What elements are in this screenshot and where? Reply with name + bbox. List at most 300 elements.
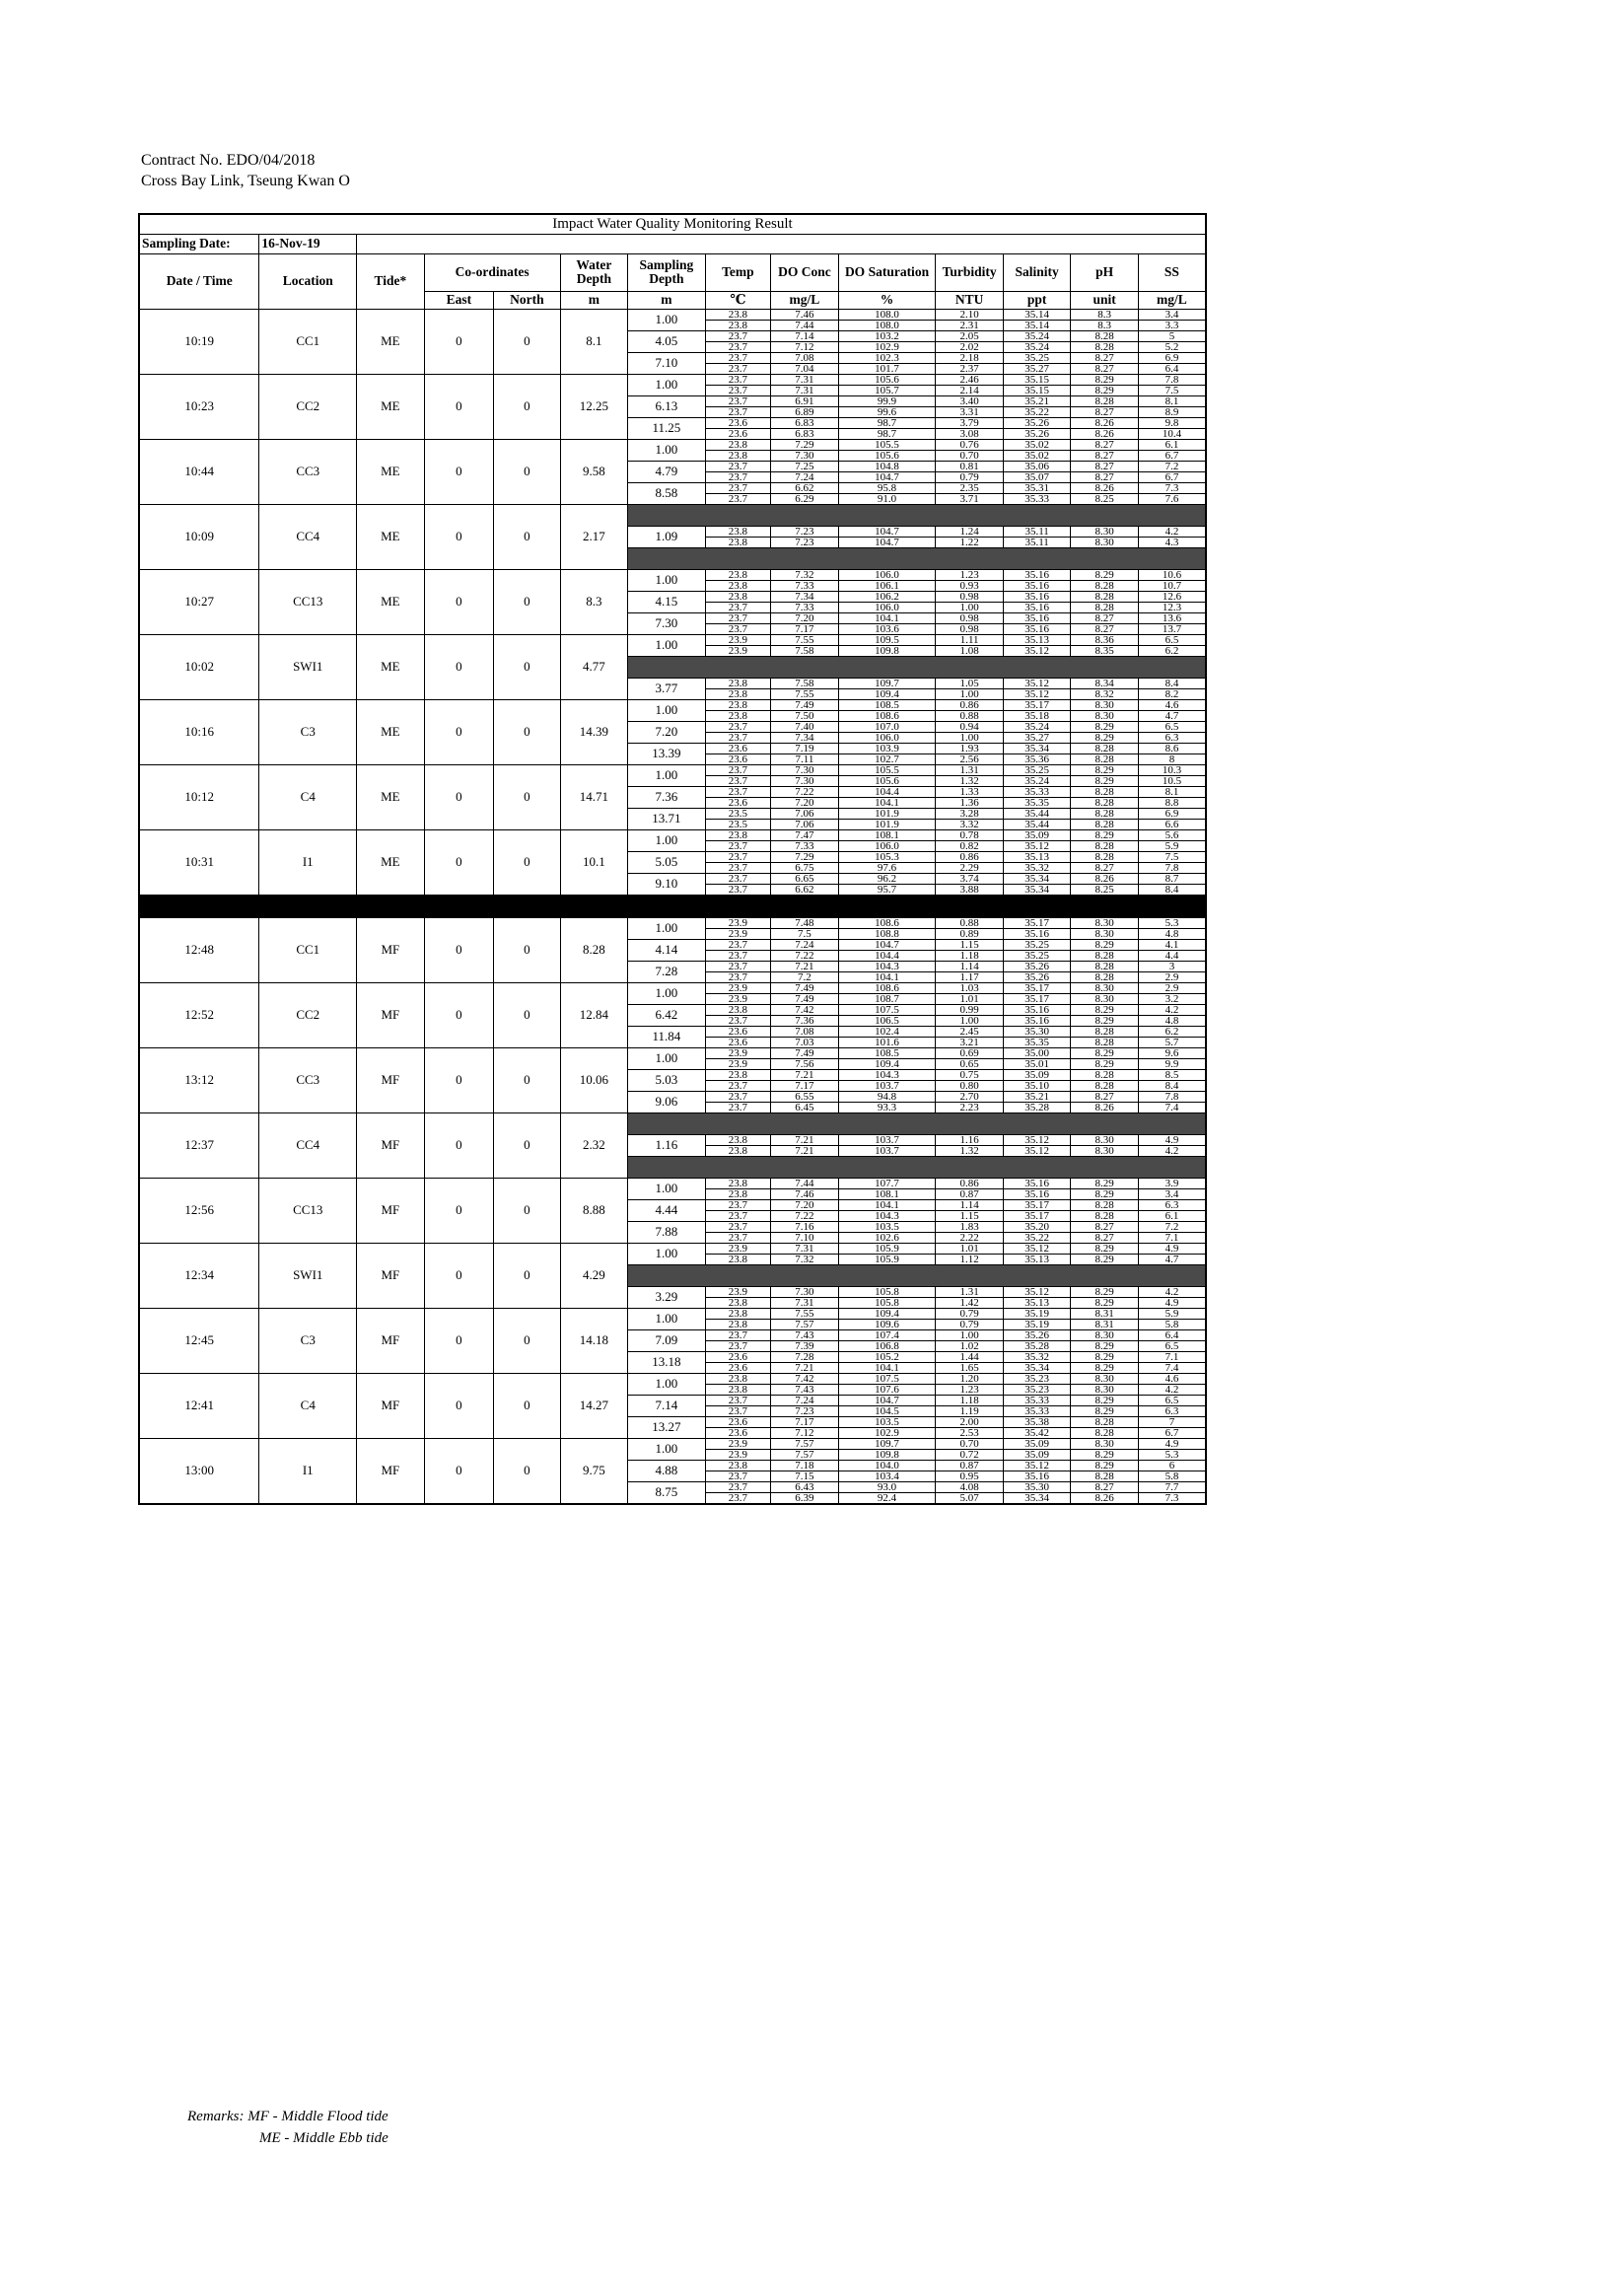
cell-salinity: 35.38 xyxy=(1003,1416,1071,1427)
cell-do-saturation: 109.4 xyxy=(838,1058,936,1069)
station-location: CC3 xyxy=(259,1047,357,1112)
cell-turbidity: 2.37 xyxy=(936,363,1004,374)
cell-ss: 5.7 xyxy=(1138,1037,1206,1047)
sampling-depth: 1.00 xyxy=(628,1308,706,1329)
table-title: Impact Water Quality Monitoring Result xyxy=(139,214,1206,234)
cell-do-saturation: 108.5 xyxy=(838,699,936,710)
station-east: 0 xyxy=(424,504,494,569)
cell-do-conc: 7.22 xyxy=(771,1210,839,1221)
cell-temp: 23.6 xyxy=(705,1351,770,1362)
cell-salinity: 35.15 xyxy=(1003,385,1071,395)
sampling-depth: 8.58 xyxy=(628,482,706,504)
cell-turbidity: 0.72 xyxy=(936,1449,1004,1460)
table-row xyxy=(139,504,1206,515)
cell-turbidity: 0.79 xyxy=(936,471,1004,482)
station-time: 13:12 xyxy=(139,1047,259,1112)
station-tide: MF xyxy=(357,1112,425,1178)
cell-ph: 8.27 xyxy=(1071,450,1139,461)
station-east: 0 xyxy=(424,569,494,634)
cell-do-conc: 7.10 xyxy=(771,1232,839,1243)
cell-temp: 23.8 xyxy=(705,309,770,320)
cell-do-conc: 7.24 xyxy=(771,1395,839,1405)
cell-temp: 23.8 xyxy=(705,1308,770,1319)
station-north: 0 xyxy=(494,1047,560,1112)
cell-temp: 23.7 xyxy=(705,950,770,961)
cell-ss: 2.9 xyxy=(1138,971,1206,982)
cell-do-conc: 7.06 xyxy=(771,819,839,829)
cell-do-conc: 7.17 xyxy=(771,623,839,634)
cell-salinity: 35.28 xyxy=(1003,1102,1071,1112)
cell-ph: 8.27 xyxy=(1071,612,1139,623)
cell-temp: 23.6 xyxy=(705,1427,770,1438)
cell-temp: 23.7 xyxy=(705,1471,770,1481)
cell-ss: 6.4 xyxy=(1138,363,1206,374)
cell-ph: 8.28 xyxy=(1071,1080,1139,1091)
cell-ph: 8.28 xyxy=(1071,580,1139,591)
cell-turbidity: 0.98 xyxy=(936,591,1004,602)
cell-ss: 7.1 xyxy=(1138,1351,1206,1362)
cell-ss: 4.2 xyxy=(1138,526,1206,537)
cell-do-conc: 6.62 xyxy=(771,884,839,895)
cell-turbidity: 3.71 xyxy=(936,493,1004,504)
cell-turbidity: 1.01 xyxy=(936,993,1004,1004)
cell-do-conc: 7.28 xyxy=(771,1351,839,1362)
cell-turbidity: 3.74 xyxy=(936,873,1004,884)
cell-do-conc: 7.57 xyxy=(771,1438,839,1449)
cell-ss: 4.8 xyxy=(1138,1015,1206,1026)
station-east: 0 xyxy=(424,1373,494,1438)
unit-east: East xyxy=(424,291,494,309)
sampling-depth: 4.79 xyxy=(628,461,706,482)
cell-temp: 23.9 xyxy=(705,1449,770,1460)
cell-temp: 23.7 xyxy=(705,330,770,341)
sampling-depth: 1.00 xyxy=(628,917,706,939)
tide-separator-bar xyxy=(139,895,1206,917)
cell-turbidity: 2.18 xyxy=(936,352,1004,363)
cell-do-saturation: 104.7 xyxy=(838,1395,936,1405)
cell-salinity: 35.09 xyxy=(1003,1069,1071,1080)
cell-do-saturation: 105.8 xyxy=(838,1286,936,1297)
cell-ss: 6.5 xyxy=(1138,634,1206,645)
cell-ph: 8.27 xyxy=(1071,363,1139,374)
cell-do-saturation: 108.0 xyxy=(838,309,936,320)
cell-do-saturation: 101.9 xyxy=(838,819,936,829)
cell-ss: 6.5 xyxy=(1138,721,1206,732)
cell-ss: 4.7 xyxy=(1138,1254,1206,1264)
unit-ss: mg/L xyxy=(1138,291,1206,309)
cell-turbidity: 1.65 xyxy=(936,1362,1004,1373)
cell-ss: 6.9 xyxy=(1138,352,1206,363)
cell-ph: 8.28 xyxy=(1071,1427,1139,1438)
sampling-depth: 7.88 xyxy=(628,1221,706,1243)
cell-ph: 8.28 xyxy=(1071,1199,1139,1210)
cell-turbidity: 0.79 xyxy=(936,1319,1004,1329)
cell-ss: 4.4 xyxy=(1138,950,1206,961)
cell-ph: 8.29 xyxy=(1071,1286,1139,1297)
station-north: 0 xyxy=(494,439,560,504)
cell-ph: 8.28 xyxy=(1071,971,1139,982)
cell-ss: 9.6 xyxy=(1138,1047,1206,1058)
unit-north: North xyxy=(494,291,560,309)
station-tide: ME xyxy=(357,634,425,699)
cell-do-saturation: 98.7 xyxy=(838,428,936,439)
cell-ss: 4.9 xyxy=(1138,1243,1206,1254)
station-east: 0 xyxy=(424,829,494,895)
cell-do-conc: 7.15 xyxy=(771,1471,839,1481)
cell-temp: 23.7 xyxy=(705,1481,770,1492)
cell-ph: 8.29 xyxy=(1071,1362,1139,1373)
cell-temp: 23.8 xyxy=(705,1134,770,1145)
cell-temp: 23.8 xyxy=(705,580,770,591)
cell-turbidity: 2.05 xyxy=(936,330,1004,341)
cell-turbidity: 0.75 xyxy=(936,1069,1004,1080)
cell-salinity: 35.12 xyxy=(1003,1145,1071,1156)
cell-do-saturation: 106.0 xyxy=(838,732,936,743)
cell-temp: 23.8 xyxy=(705,1319,770,1329)
cell-ph: 8.27 xyxy=(1071,1481,1139,1492)
cell-do-saturation: 93.0 xyxy=(838,1481,936,1492)
cell-turbidity: 5.07 xyxy=(936,1492,1004,1504)
cell-ph: 8.28 xyxy=(1071,819,1139,829)
cell-do-saturation: 96.2 xyxy=(838,873,936,884)
cell-temp: 23.8 xyxy=(705,1254,770,1264)
cell-ss: 4.6 xyxy=(1138,699,1206,710)
cell-ph: 8.29 xyxy=(1071,1004,1139,1015)
cell-turbidity: 0.99 xyxy=(936,1004,1004,1015)
cell-salinity: 35.19 xyxy=(1003,1319,1071,1329)
cell-ss: 8.4 xyxy=(1138,1080,1206,1091)
cell-salinity: 35.12 xyxy=(1003,645,1071,656)
cell-salinity: 35.19 xyxy=(1003,1308,1071,1319)
cell-ss: 10.6 xyxy=(1138,569,1206,580)
col-header-sampling-depth: Sampling Depth xyxy=(628,253,706,291)
cell-salinity: 35.12 xyxy=(1003,688,1071,699)
cell-temp: 23.9 xyxy=(705,917,770,928)
cell-ph: 8.26 xyxy=(1071,1492,1139,1504)
sampling-depth: 4.15 xyxy=(628,591,706,612)
cell-temp: 23.9 xyxy=(705,1243,770,1254)
table-row xyxy=(139,917,1206,928)
cell-ss: 8.4 xyxy=(1138,678,1206,688)
cell-turbidity: 1.19 xyxy=(936,1405,1004,1416)
cell-do-conc: 6.29 xyxy=(771,493,839,504)
cell-do-saturation: 105.6 xyxy=(838,450,936,461)
cell-ph: 8.30 xyxy=(1071,1438,1139,1449)
cell-do-conc: 7.30 xyxy=(771,1286,839,1297)
cell-ph: 8.31 xyxy=(1071,1319,1139,1329)
station-location: CC2 xyxy=(259,374,357,439)
cell-do-conc: 7.11 xyxy=(771,753,839,764)
sampling-depth: 13.18 xyxy=(628,1351,706,1373)
cell-ss: 6.5 xyxy=(1138,1340,1206,1351)
cell-turbidity: 2.45 xyxy=(936,1026,1004,1037)
station-location: C3 xyxy=(259,699,357,764)
cell-temp: 23.7 xyxy=(705,1405,770,1416)
cell-salinity: 35.17 xyxy=(1003,917,1071,928)
cell-temp: 23.7 xyxy=(705,884,770,895)
cell-ph: 8.29 xyxy=(1071,1015,1139,1026)
cell-do-saturation: 108.5 xyxy=(838,1047,936,1058)
cell-ss: 4.7 xyxy=(1138,710,1206,721)
station-tide: ME xyxy=(357,309,425,374)
cell-ss: 8 xyxy=(1138,753,1206,764)
cell-ss: 6.1 xyxy=(1138,1210,1206,1221)
cell-ss: 4.2 xyxy=(1138,1384,1206,1395)
station-location: CC2 xyxy=(259,982,357,1047)
cell-do-conc: 6.43 xyxy=(771,1481,839,1492)
sampling-depth: 5.03 xyxy=(628,1069,706,1091)
cell-do-saturation: 101.6 xyxy=(838,1037,936,1047)
cell-ss: 8.1 xyxy=(1138,395,1206,406)
cell-do-conc: 7.20 xyxy=(771,1199,839,1210)
unit-turbidity: NTU xyxy=(936,291,1004,309)
cell-ph: 8.29 xyxy=(1071,1254,1139,1264)
unit-water-depth: m xyxy=(560,291,628,309)
cell-ss: 3.3 xyxy=(1138,320,1206,330)
cell-do-saturation: 104.7 xyxy=(838,939,936,950)
unit-do-saturation: % xyxy=(838,291,936,309)
cell-do-saturation: 102.9 xyxy=(838,341,936,352)
cell-ph: 8.27 xyxy=(1071,1221,1139,1232)
cell-temp: 23.7 xyxy=(705,1015,770,1026)
cell-ss: 6.6 xyxy=(1138,819,1206,829)
station-water-depth: 2.17 xyxy=(560,504,628,569)
cell-turbidity: 2.31 xyxy=(936,320,1004,330)
sampling-depth: 1.09 xyxy=(628,526,706,547)
cell-ph: 8.27 xyxy=(1071,461,1139,471)
cell-ss: 2.9 xyxy=(1138,982,1206,993)
station-tide: ME xyxy=(357,569,425,634)
cell-ph: 8.28 xyxy=(1071,786,1139,797)
cell-turbidity: 1.00 xyxy=(936,602,1004,612)
cell-do-conc: 6.55 xyxy=(771,1091,839,1102)
cell-ph: 8.29 xyxy=(1071,374,1139,385)
cell-do-conc: 7.43 xyxy=(771,1329,839,1340)
cell-do-saturation: 108.8 xyxy=(838,928,936,939)
cell-do-saturation: 101.9 xyxy=(838,808,936,819)
cell-temp: 23.9 xyxy=(705,982,770,993)
cell-do-saturation: 105.5 xyxy=(838,439,936,450)
cell-do-conc: 7.44 xyxy=(771,1178,839,1188)
station-time: 12:41 xyxy=(139,1373,259,1438)
cell-turbidity: 3.32 xyxy=(936,819,1004,829)
cell-ss: 6.9 xyxy=(1138,808,1206,819)
sampling-depth: 13.39 xyxy=(628,743,706,764)
cell-salinity: 35.17 xyxy=(1003,982,1071,993)
cell-do-saturation: 104.7 xyxy=(838,526,936,537)
cell-salinity: 35.11 xyxy=(1003,537,1071,547)
cell-salinity: 35.13 xyxy=(1003,1297,1071,1308)
cell-salinity: 35.12 xyxy=(1003,1134,1071,1145)
cell-do-conc: 7.47 xyxy=(771,829,839,840)
cell-salinity: 35.20 xyxy=(1003,1221,1071,1232)
cell-turbidity: 0.69 xyxy=(936,1047,1004,1058)
cell-temp: 23.5 xyxy=(705,808,770,819)
station-north: 0 xyxy=(494,917,560,982)
cell-ph: 8.28 xyxy=(1071,1026,1139,1037)
cell-salinity: 35.24 xyxy=(1003,330,1071,341)
cell-ss: 6.7 xyxy=(1138,1427,1206,1438)
cell-salinity: 35.34 xyxy=(1003,884,1071,895)
cell-turbidity: 2.29 xyxy=(936,862,1004,873)
cell-ph: 8.30 xyxy=(1071,526,1139,537)
cell-do-conc: 7.43 xyxy=(771,1384,839,1395)
cell-temp: 23.7 xyxy=(705,851,770,862)
cell-temp: 23.8 xyxy=(705,710,770,721)
cell-ph: 8.30 xyxy=(1071,1384,1139,1395)
remarks-line-flood: Remarks: MF - Middle Flood tide xyxy=(187,2109,388,2124)
no-sample-bar xyxy=(628,1264,1206,1286)
cell-ph: 8.29 xyxy=(1071,829,1139,840)
cell-salinity: 35.02 xyxy=(1003,439,1071,450)
cell-turbidity: 1.14 xyxy=(936,1199,1004,1210)
cell-ph: 8.28 xyxy=(1071,1416,1139,1427)
cell-ss: 7 xyxy=(1138,1416,1206,1427)
cell-ss: 7.8 xyxy=(1138,374,1206,385)
cell-ss: 6.3 xyxy=(1138,732,1206,743)
cell-ss: 5.3 xyxy=(1138,917,1206,928)
cell-temp: 23.7 xyxy=(705,721,770,732)
cell-ph: 8.25 xyxy=(1071,884,1139,895)
sampling-depth: 5.05 xyxy=(628,851,706,873)
station-north: 0 xyxy=(494,982,560,1047)
cell-salinity: 35.35 xyxy=(1003,797,1071,808)
cell-turbidity: 0.65 xyxy=(936,1058,1004,1069)
station-time: 12:48 xyxy=(139,917,259,982)
cell-ss: 4.9 xyxy=(1138,1438,1206,1449)
cell-temp: 23.7 xyxy=(705,406,770,417)
cell-turbidity: 1.83 xyxy=(936,1221,1004,1232)
cell-ss: 7.3 xyxy=(1138,1492,1206,1504)
cell-salinity: 35.25 xyxy=(1003,764,1071,775)
table-row xyxy=(139,1112,1206,1123)
cell-temp: 23.8 xyxy=(705,320,770,330)
cell-temp: 23.9 xyxy=(705,1047,770,1058)
station-tide: MF xyxy=(357,917,425,982)
cell-do-saturation: 105.9 xyxy=(838,1243,936,1254)
cell-ss: 8.4 xyxy=(1138,884,1206,895)
cell-ph: 8.27 xyxy=(1071,406,1139,417)
cell-turbidity: 2.70 xyxy=(936,1091,1004,1102)
cell-turbidity: 0.93 xyxy=(936,580,1004,591)
sampling-depth: 7.20 xyxy=(628,721,706,743)
cell-temp: 23.7 xyxy=(705,1340,770,1351)
cell-turbidity: 1.23 xyxy=(936,1384,1004,1395)
cell-do-conc: 7.30 xyxy=(771,450,839,461)
cell-salinity: 35.21 xyxy=(1003,1091,1071,1102)
cell-turbidity: 1.31 xyxy=(936,1286,1004,1297)
cell-do-conc: 7.16 xyxy=(771,1221,839,1232)
cell-temp: 23.7 xyxy=(705,602,770,612)
cell-salinity: 35.16 xyxy=(1003,1178,1071,1188)
sampling-depth: 1.16 xyxy=(628,1134,706,1156)
station-time: 10:16 xyxy=(139,699,259,764)
cell-temp: 23.7 xyxy=(705,862,770,873)
station-north: 0 xyxy=(494,1112,560,1178)
cell-ss: 12.3 xyxy=(1138,602,1206,612)
cell-do-saturation: 99.9 xyxy=(838,395,936,406)
cell-do-saturation: 99.6 xyxy=(838,406,936,417)
cell-do-saturation: 108.6 xyxy=(838,917,936,928)
sampling-depth: 7.28 xyxy=(628,961,706,982)
cell-temp: 23.7 xyxy=(705,374,770,385)
cell-do-saturation: 108.1 xyxy=(838,1188,936,1199)
cell-do-conc: 7.03 xyxy=(771,1037,839,1047)
cell-salinity: 35.17 xyxy=(1003,699,1071,710)
cell-do-conc: 7.08 xyxy=(771,1026,839,1037)
cell-do-conc: 7.21 xyxy=(771,1134,839,1145)
col-header-temp: Temp xyxy=(705,253,770,291)
cell-temp: 23.7 xyxy=(705,786,770,797)
cell-turbidity: 2.46 xyxy=(936,374,1004,385)
cell-do-saturation: 104.8 xyxy=(838,461,936,471)
sampling-depth: 13.27 xyxy=(628,1416,706,1438)
cell-turbidity: 0.76 xyxy=(936,439,1004,450)
cell-salinity: 35.33 xyxy=(1003,1405,1071,1416)
cell-ph: 8.28 xyxy=(1071,851,1139,862)
cell-do-saturation: 103.4 xyxy=(838,1471,936,1481)
cell-salinity: 35.16 xyxy=(1003,623,1071,634)
cell-do-conc: 7.06 xyxy=(771,808,839,819)
cell-turbidity: 1.22 xyxy=(936,537,1004,547)
cell-do-saturation: 108.6 xyxy=(838,982,936,993)
cell-ph: 8.30 xyxy=(1071,537,1139,547)
sampling-depth: 3.29 xyxy=(628,1286,706,1308)
cell-do-conc: 6.62 xyxy=(771,482,839,493)
cell-do-conc: 7.22 xyxy=(771,786,839,797)
cell-salinity: 35.11 xyxy=(1003,526,1071,537)
cell-ss: 5.3 xyxy=(1138,1449,1206,1460)
cell-turbidity: 0.98 xyxy=(936,623,1004,634)
cell-do-conc: 6.65 xyxy=(771,873,839,884)
station-north: 0 xyxy=(494,764,560,829)
cell-do-conc: 7.08 xyxy=(771,352,839,363)
station-location: CC1 xyxy=(259,309,357,374)
cell-ph: 8.28 xyxy=(1071,330,1139,341)
cell-salinity: 35.42 xyxy=(1003,1427,1071,1438)
cell-turbidity: 0.94 xyxy=(936,721,1004,732)
station-water-depth: 10.06 xyxy=(560,1047,628,1112)
col-header-coordinates: Co-ordinates xyxy=(424,253,560,291)
table-row xyxy=(139,309,1206,320)
cell-salinity: 35.12 xyxy=(1003,1286,1071,1297)
table-row xyxy=(139,1243,1206,1254)
cell-do-conc: 7.23 xyxy=(771,537,839,547)
cell-salinity: 35.24 xyxy=(1003,775,1071,786)
table-row xyxy=(139,1047,1206,1058)
cell-ss: 5.8 xyxy=(1138,1471,1206,1481)
cell-temp: 23.8 xyxy=(705,439,770,450)
station-location: SWI1 xyxy=(259,634,357,699)
cell-do-conc: 7.33 xyxy=(771,602,839,612)
cell-ss: 5.9 xyxy=(1138,1308,1206,1319)
cell-ss: 7.1 xyxy=(1138,1232,1206,1243)
col-header-tide: Tide* xyxy=(357,253,425,309)
cell-temp: 23.7 xyxy=(705,471,770,482)
cell-turbidity: 0.86 xyxy=(936,699,1004,710)
cell-turbidity: 1.00 xyxy=(936,732,1004,743)
cell-temp: 23.7 xyxy=(705,1199,770,1210)
cell-salinity: 35.26 xyxy=(1003,961,1071,971)
station-east: 0 xyxy=(424,439,494,504)
cell-do-saturation: 106.0 xyxy=(838,840,936,851)
cell-ss: 7.5 xyxy=(1138,385,1206,395)
cell-ph: 8.28 xyxy=(1071,753,1139,764)
cell-ss: 9.8 xyxy=(1138,417,1206,428)
cell-salinity: 35.17 xyxy=(1003,1210,1071,1221)
cell-ph: 8.28 xyxy=(1071,797,1139,808)
cell-do-conc: 7.31 xyxy=(771,1243,839,1254)
